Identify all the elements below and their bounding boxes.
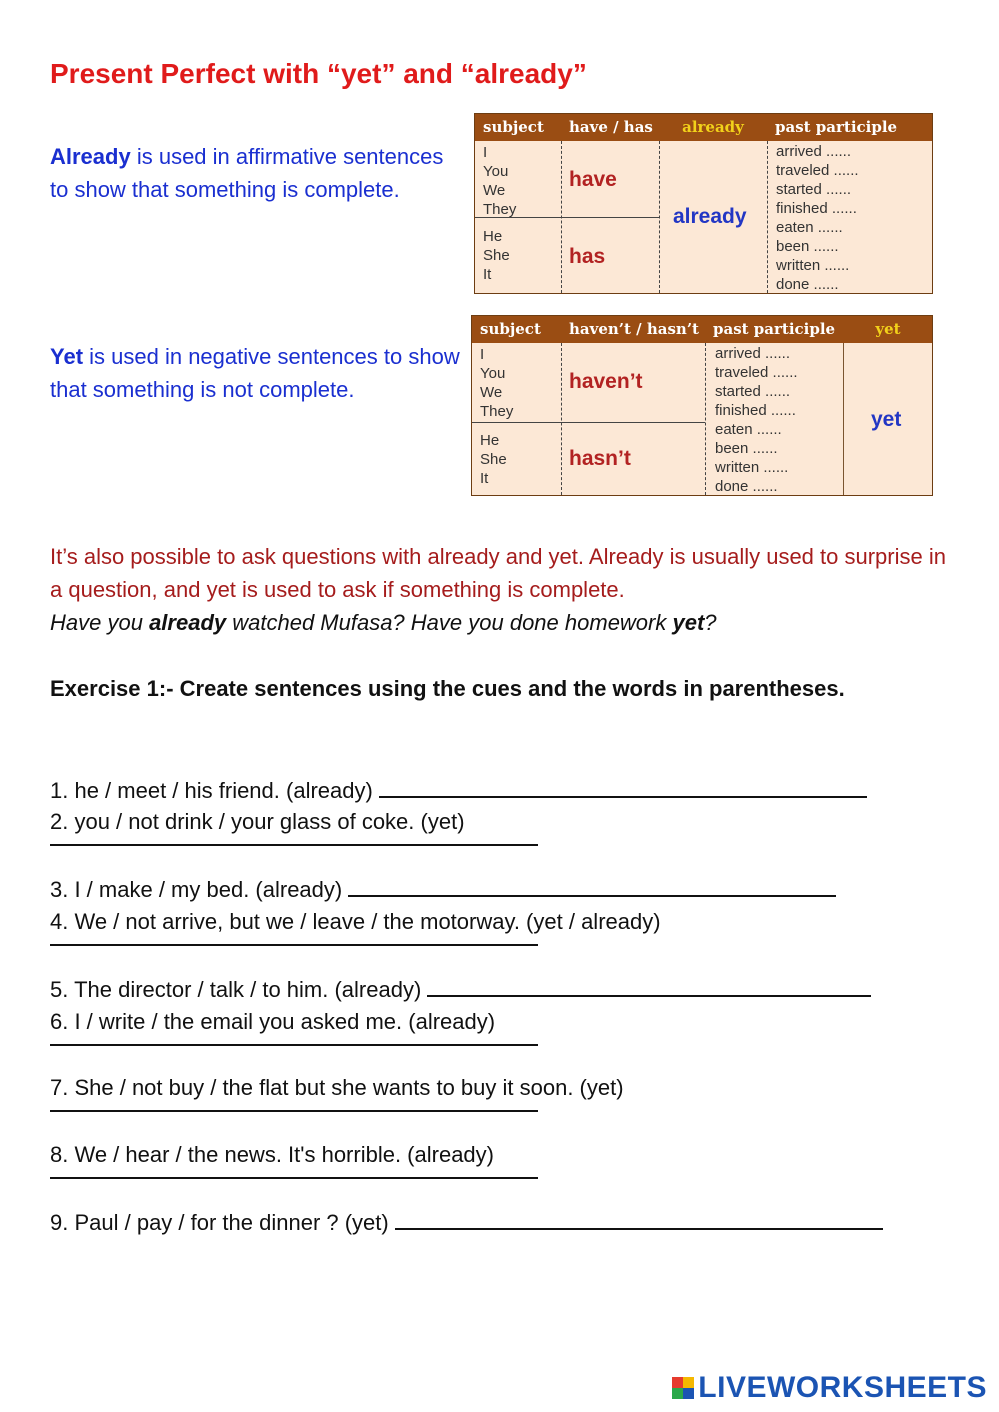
yet-keyword: Yet — [50, 344, 84, 369]
header-subject: subject — [480, 320, 541, 338]
exercise-item-9: 9. Paul / pay / for the dinner ? (yet) — [50, 1204, 883, 1239]
column-divider — [705, 343, 706, 495]
column-divider — [843, 343, 844, 495]
column-divider — [767, 141, 768, 293]
exercise-item-5: 5. The director / talk / to him. (already) — [50, 971, 871, 1006]
example-yet: yet — [672, 610, 705, 635]
exercise-item-4: 4. We / not arrive, but we / leave / the motorway. (yet / already) — [50, 909, 661, 934]
participle-list: arrived ...... traveled ...... started ...... finished ...... eaten ...... been ...... written ...... done ...... — [776, 143, 859, 293]
exercise-item-8: 8. We / hear / the news. It's horrible. (already) — [50, 1142, 494, 1167]
yet-text: is used in negative sentences to show that something is not complete. — [50, 344, 460, 402]
already-keyword: Already — [50, 144, 131, 169]
exercise-title: Exercise 1:- Create sentences using the cues and the words in parentheses. — [50, 676, 845, 701]
header-past-participle: past participle — [713, 320, 836, 338]
answer-blank-6[interactable] — [50, 1044, 538, 1046]
yet-explanation — [50, 340, 460, 406]
aux-have: have — [569, 168, 617, 191]
aux-hasnt: hasn’t — [569, 447, 631, 470]
header-subject: subject — [483, 118, 544, 136]
exercise-item-7: 7. She / not buy / the flat but she wants to buy it soon. (yet) — [50, 1075, 624, 1100]
exercise-item-2: 2. you / not drink / your glass of coke. (yet) — [50, 809, 465, 834]
exercise-item-1: 1. he / meet / his friend. (already) — [50, 772, 867, 807]
answer-blank-1[interactable] — [379, 772, 867, 798]
participle-list: arrived ...... traveled ...... started ...... finished ...... eaten ...... been ...... written ...... done ...... — [715, 345, 798, 495]
yet-grammar-table — [471, 315, 933, 496]
example-sentence: Have you already watched Mufasa? Have you done homework yet? — [50, 610, 717, 635]
exercise-item-3: 3. I / make / my bed. (already) — [50, 871, 836, 906]
answer-blank-9[interactable] — [395, 1204, 883, 1230]
header-yet: yet — [875, 320, 901, 338]
header-already: already — [682, 118, 744, 136]
aux-havent: haven’t — [569, 370, 643, 393]
page-title: Present Perfect with “yet” and “already” — [50, 58, 587, 89]
logo-text: LIVEWORKSHEETS — [698, 1371, 987, 1404]
column-divider — [659, 141, 660, 293]
example-already: already — [149, 610, 227, 635]
header-have-has: have / has — [569, 118, 653, 136]
subjects-bottom: He She It — [480, 432, 507, 487]
questions-explanation: It’s also possible to ask questions with already and yet. Already is usually used to surprise in a question, and yet is used to ask if something is complete. — [50, 544, 946, 602]
answer-blank-3[interactable] — [348, 871, 836, 897]
header-past-participle: past participle — [775, 118, 898, 136]
subjects-top: I You We They — [480, 346, 514, 420]
column-divider — [561, 343, 562, 495]
end-yet: yet — [871, 408, 902, 431]
liveworksheets-logo-icon — [672, 1377, 694, 1399]
answer-blank-4[interactable] — [50, 944, 538, 946]
row-divider — [472, 422, 705, 423]
header-havent-hasnt: haven’t / hasn’t — [569, 320, 699, 338]
already-grammar-table — [474, 113, 933, 294]
subjects-top: I You We They — [483, 144, 517, 218]
answer-blank-7[interactable] — [50, 1110, 538, 1112]
liveworksheets-logo — [672, 1373, 987, 1403]
subjects-bottom: He She It — [483, 228, 510, 283]
already-explanation — [50, 140, 460, 206]
exercise-item-6: 6. I / write / the email you asked me. (already) — [50, 1009, 496, 1034]
already-text: is used in affirmative sentences to show that something is complete. — [50, 144, 444, 202]
answer-blank-5[interactable] — [427, 971, 871, 997]
answer-blank-2[interactable] — [50, 844, 538, 846]
middle-already: already — [673, 205, 747, 228]
answer-blank-8[interactable] — [50, 1177, 538, 1179]
aux-has: has — [569, 245, 606, 268]
